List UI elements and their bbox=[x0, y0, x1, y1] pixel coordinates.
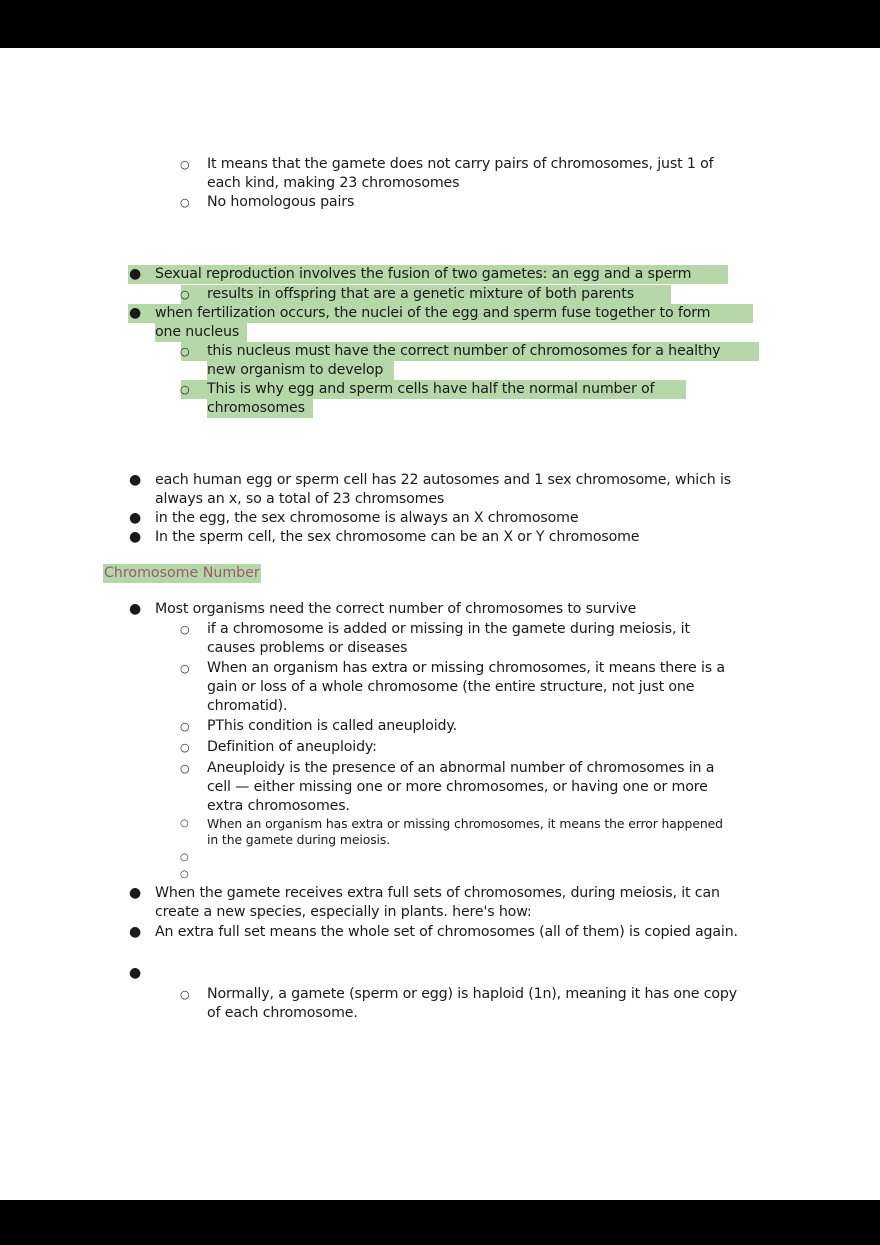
disc-bullet-icon: ● bbox=[129, 266, 142, 282]
list-item-line: in the egg, the sex chromosome is always an X chromosome bbox=[155, 510, 579, 526]
list-item-line: When an organism has extra or missing chromosomes, it means the error happened bbox=[207, 816, 723, 831]
list-item-line: When the gamete receives extra full sets of chromosomes, during meiosis, it can bbox=[155, 885, 720, 901]
circle-bullet-icon: ○ bbox=[180, 741, 190, 754]
list-item-line: in the gamete during meiosis. bbox=[207, 832, 391, 847]
circle-bullet-icon: ○ bbox=[180, 623, 190, 636]
circle-bullet-icon: ○ bbox=[180, 288, 190, 301]
disc-bullet-icon: ● bbox=[129, 601, 142, 617]
list-item-line: each kind, making 23 chromosomes bbox=[207, 175, 460, 191]
list-item-line: cell — either missing one or more chromosomes, or having one or more bbox=[207, 779, 708, 795]
list-item-line: Sexual reproduction involves the fusion of two gametes: an egg and a sperm bbox=[155, 266, 692, 282]
list-item-line: This is why egg and sperm cells have half the normal number of bbox=[207, 381, 655, 397]
list-item-line: Most organisms need the correct number of chromosomes to survive bbox=[155, 601, 637, 617]
disc-bullet-icon: ● bbox=[129, 510, 142, 526]
circle-bullet-icon: ○ bbox=[180, 383, 190, 396]
disc-bullet-icon: ● bbox=[129, 885, 142, 901]
list-item-line: Normally, a gamete (sperm or egg) is haploid (1n), meaning it has one copy bbox=[207, 986, 738, 1002]
disc-bullet-icon: ● bbox=[129, 965, 142, 981]
list-item-line: of each chromosome. bbox=[207, 1005, 358, 1021]
list-item-line: gain or loss of a whole chromosome (the entire structure, not just one bbox=[207, 679, 695, 695]
list-item-line: PThis condition is called aneuploidy. bbox=[207, 718, 457, 734]
list-item-line: each human egg or sperm cell has 22 autosomes and 1 sex chromosome, which is bbox=[155, 472, 731, 488]
circle-bullet-icon: ○ bbox=[180, 988, 190, 1001]
list-item-line: In the sperm cell, the sex chromosome can be an X or Y chromosome bbox=[155, 529, 640, 545]
bottom-black-bar bbox=[0, 1200, 880, 1245]
disc-bullet-icon: ● bbox=[129, 924, 142, 940]
list-item-line: No homologous pairs bbox=[207, 194, 355, 210]
list-item-line: An extra full set means the whole set of chromosomes (all of them) is copied again. bbox=[155, 924, 738, 940]
list-item-line: new organism to develop bbox=[207, 362, 384, 378]
circle-bullet-icon: ○ bbox=[180, 196, 190, 209]
list-item-line: chromatid). bbox=[207, 698, 288, 714]
list-item-line: when fertilization occurs, the nuclei of the egg and sperm fuse together to form bbox=[155, 305, 711, 321]
disc-bullet-icon: ● bbox=[129, 529, 142, 545]
list-item-line: always an x, so a total of 23 chromsomes bbox=[155, 491, 445, 507]
top-black-bar bbox=[0, 0, 880, 48]
circle-bullet-icon: ○ bbox=[180, 662, 190, 675]
list-item-line: It means that the gamete does not carry pairs of chromosomes, just 1 of bbox=[207, 156, 714, 172]
list-item-line: results in offspring that are a genetic mixture of both parents bbox=[207, 286, 634, 302]
list-item-line: if a chromosome is added or missing in the gamete during meiosis, it bbox=[207, 621, 690, 637]
list-item-line: one nucleus bbox=[155, 324, 240, 340]
circle-bullet-icon: ○ bbox=[180, 720, 190, 733]
list-item-line: chromosomes bbox=[207, 400, 305, 416]
list-item-line: extra chromosomes. bbox=[207, 798, 350, 814]
list-item-line: causes problems or diseases bbox=[207, 640, 408, 656]
list-item-line: Definition of aneuploidy: bbox=[207, 739, 377, 755]
disc-bullet-icon: ● bbox=[129, 472, 142, 488]
list-item-line: When an organism has extra or missing chromosomes, it means there is a bbox=[207, 660, 725, 676]
section-heading: Chromosome Number bbox=[104, 565, 260, 581]
circle-bullet-icon: ○ bbox=[180, 852, 189, 863]
list-item-line: create a new species, especially in plants. here's how: bbox=[155, 904, 532, 920]
circle-bullet-icon: ○ bbox=[180, 345, 190, 358]
circle-bullet-icon: ○ bbox=[180, 158, 190, 171]
circle-bullet-icon: ○ bbox=[180, 762, 190, 775]
disc-bullet-icon: ● bbox=[129, 305, 142, 321]
list-item-line: this nucleus must have the correct number of chromosomes for a healthy bbox=[207, 343, 721, 359]
circle-bullet-icon: ○ bbox=[180, 818, 189, 829]
circle-bullet-icon: ○ bbox=[180, 869, 189, 880]
list-item-line: Aneuploidy is the presence of an abnormal number of chromosomes in a bbox=[207, 760, 715, 776]
